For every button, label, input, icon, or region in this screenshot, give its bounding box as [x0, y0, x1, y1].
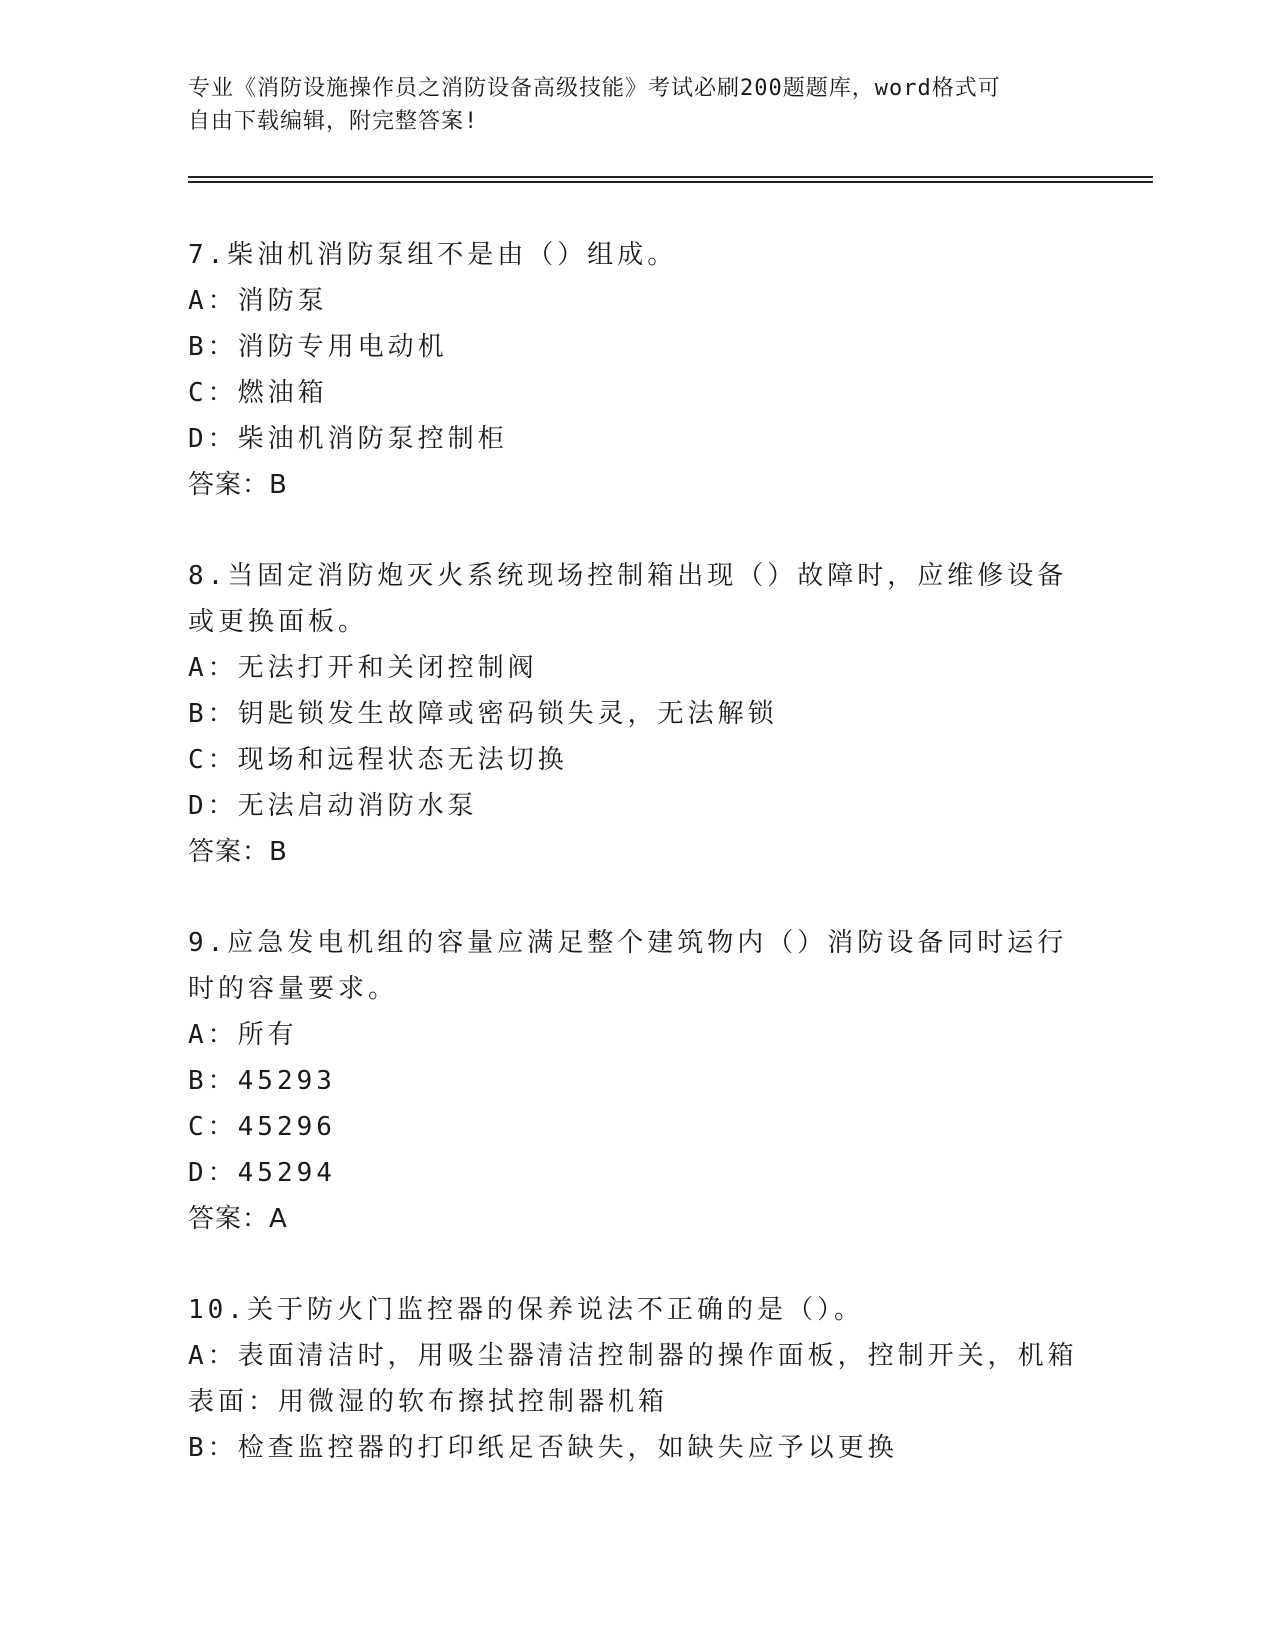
question-10	[188, 1287, 1088, 1471]
question-stem: 9.应急发电机组的容量应满足整个建筑物内（）消防设备同时运行时的容量要求。	[188, 928, 1068, 1004]
answer: 答案：B	[188, 837, 288, 867]
header-line-1: 专业《消防设施操作员之消防设备高级技能》考试必刷200题题库，word格式可	[188, 76, 1001, 101]
header-divider-top	[188, 176, 1153, 178]
option-c: C：燃油箱	[188, 378, 328, 408]
question-stem: 10.关于防火门监控器的保养说法不正确的是（）。	[188, 1295, 864, 1325]
document-header	[188, 72, 1088, 138]
option-b: B：钥匙锁发生故障或密码锁失灵，无法解锁	[188, 699, 778, 729]
question-9	[188, 920, 1088, 1242]
question-stem: 7.柴油机消防泵组不是由（）组成。	[188, 240, 678, 270]
option-a: A：消防泵	[188, 286, 328, 316]
option-a: A：表面清洁时，用吸尘器清洁控制器的操作面板，控制开关，机箱表面：用微湿的软布擦拭控制器机箱	[188, 1341, 1078, 1417]
option-c: C：45296	[188, 1112, 336, 1142]
answer: 答案：B	[188, 470, 288, 500]
header-line-2: 自由下载编辑，附完整答案!	[188, 109, 479, 134]
option-a: A：无法打开和关闭控制阀	[188, 653, 538, 683]
question-7	[188, 232, 1088, 508]
answer: 答案：A	[188, 1204, 288, 1234]
option-a: A：所有	[188, 1020, 298, 1050]
option-b: B：45293	[188, 1066, 336, 1096]
option-c: C：现场和远程状态无法切换	[188, 745, 568, 775]
option-b: B：检查监控器的打印纸足否缺失，如缺失应予以更换	[188, 1433, 898, 1463]
option-b: B：消防专用电动机	[188, 332, 448, 362]
question-stem: 8.当固定消防炮灭火系统现场控制箱出现（）故障时，应维修设备或更换面板。	[188, 561, 1068, 637]
question-8	[188, 553, 1088, 875]
option-d: D：无法启动消防水泵	[188, 791, 478, 821]
option-d: D：45294	[188, 1158, 336, 1188]
header-divider-bottom	[188, 181, 1153, 183]
question-list	[188, 232, 1088, 1516]
option-d: D：柴油机消防泵控制柜	[188, 424, 508, 454]
